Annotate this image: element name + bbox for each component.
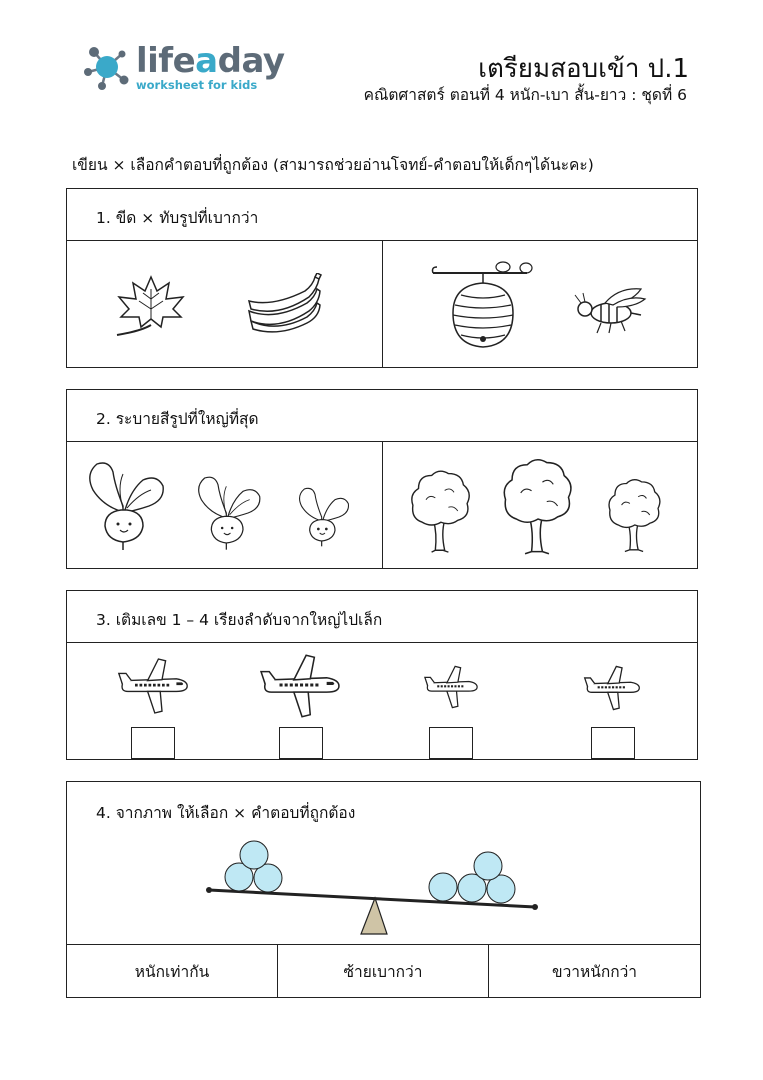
airplane-small-icon[interactable] [583,665,641,711]
answer-box-2[interactable] [279,727,323,759]
banana-bunch-icon[interactable] [243,273,323,335]
tree-small-icon[interactable] [605,476,663,554]
instructions: เขียน × เลือกคำตอบที่ถูกต้อง (สามารถช่วยอ่านโจทย์-คำตอบให้เด็กๆได้นะคะ) [72,156,594,174]
tree-medium-icon[interactable] [407,468,473,554]
page-subtitle: คณิตศาสตร์ ตอนที่ 4 หนัก-เบา สั้น-ยาว : ชุดที่ 6 [363,86,687,104]
option-equal-weight[interactable]: หนักเท่ากัน [67,945,278,997]
lifeaday-logo [80,38,285,98]
maple-leaf-icon[interactable] [111,269,191,339]
left-balls [225,841,282,892]
answer-box-3[interactable] [429,727,473,759]
logo-wordmark: lifeaday [136,41,285,81]
question-2-text: 2. ระบายสีรูปที่ใหญ่ที่สุด [96,410,259,428]
option-right-heavier[interactable]: ขวาหนักกว่า [552,962,637,981]
question-3-header [67,591,697,643]
question-4-text: 4. จากภาพ ให้เลือก × คำตอบที่ถูกต้อง [96,804,356,822]
tree-large-icon[interactable] [499,456,575,556]
radish-small-icon[interactable] [295,486,351,548]
page-title: เตรียมสอบเข้า ป.1 [478,54,689,84]
airplane-medium-icon[interactable] [117,657,189,715]
question-3 [66,590,698,760]
answer-options-row [67,945,700,997]
answer-box-1[interactable] [131,727,175,759]
seesaw-balance-icon [203,840,543,936]
airplane-large-icon[interactable] [259,653,341,719]
radish-large-icon[interactable] [83,460,167,552]
logo-tagline: worksheet for kids [136,78,258,92]
question-2 [66,389,698,569]
beehive-icon[interactable] [431,259,541,355]
option-left-lighter[interactable]: ซ้ายเบากว่า [278,945,489,997]
bee-icon[interactable] [571,285,647,335]
question-2-header [67,390,697,442]
question-1 [66,188,698,368]
right-balls [429,852,515,903]
question-4 [66,781,701,998]
question-1-text: 1. ขีด × ทับรูปที่เบากว่า [96,209,259,227]
radish-medium-icon[interactable] [193,474,263,552]
molecule-logo-icon [82,42,132,92]
answer-box-4[interactable] [591,727,635,759]
airplane-small-icon[interactable] [423,665,479,709]
question-3-text: 3. เติมเลข 1 – 4 เรียงลำดับจากใหญ่ไปเล็ก [96,611,383,629]
question-1-header [67,189,697,241]
